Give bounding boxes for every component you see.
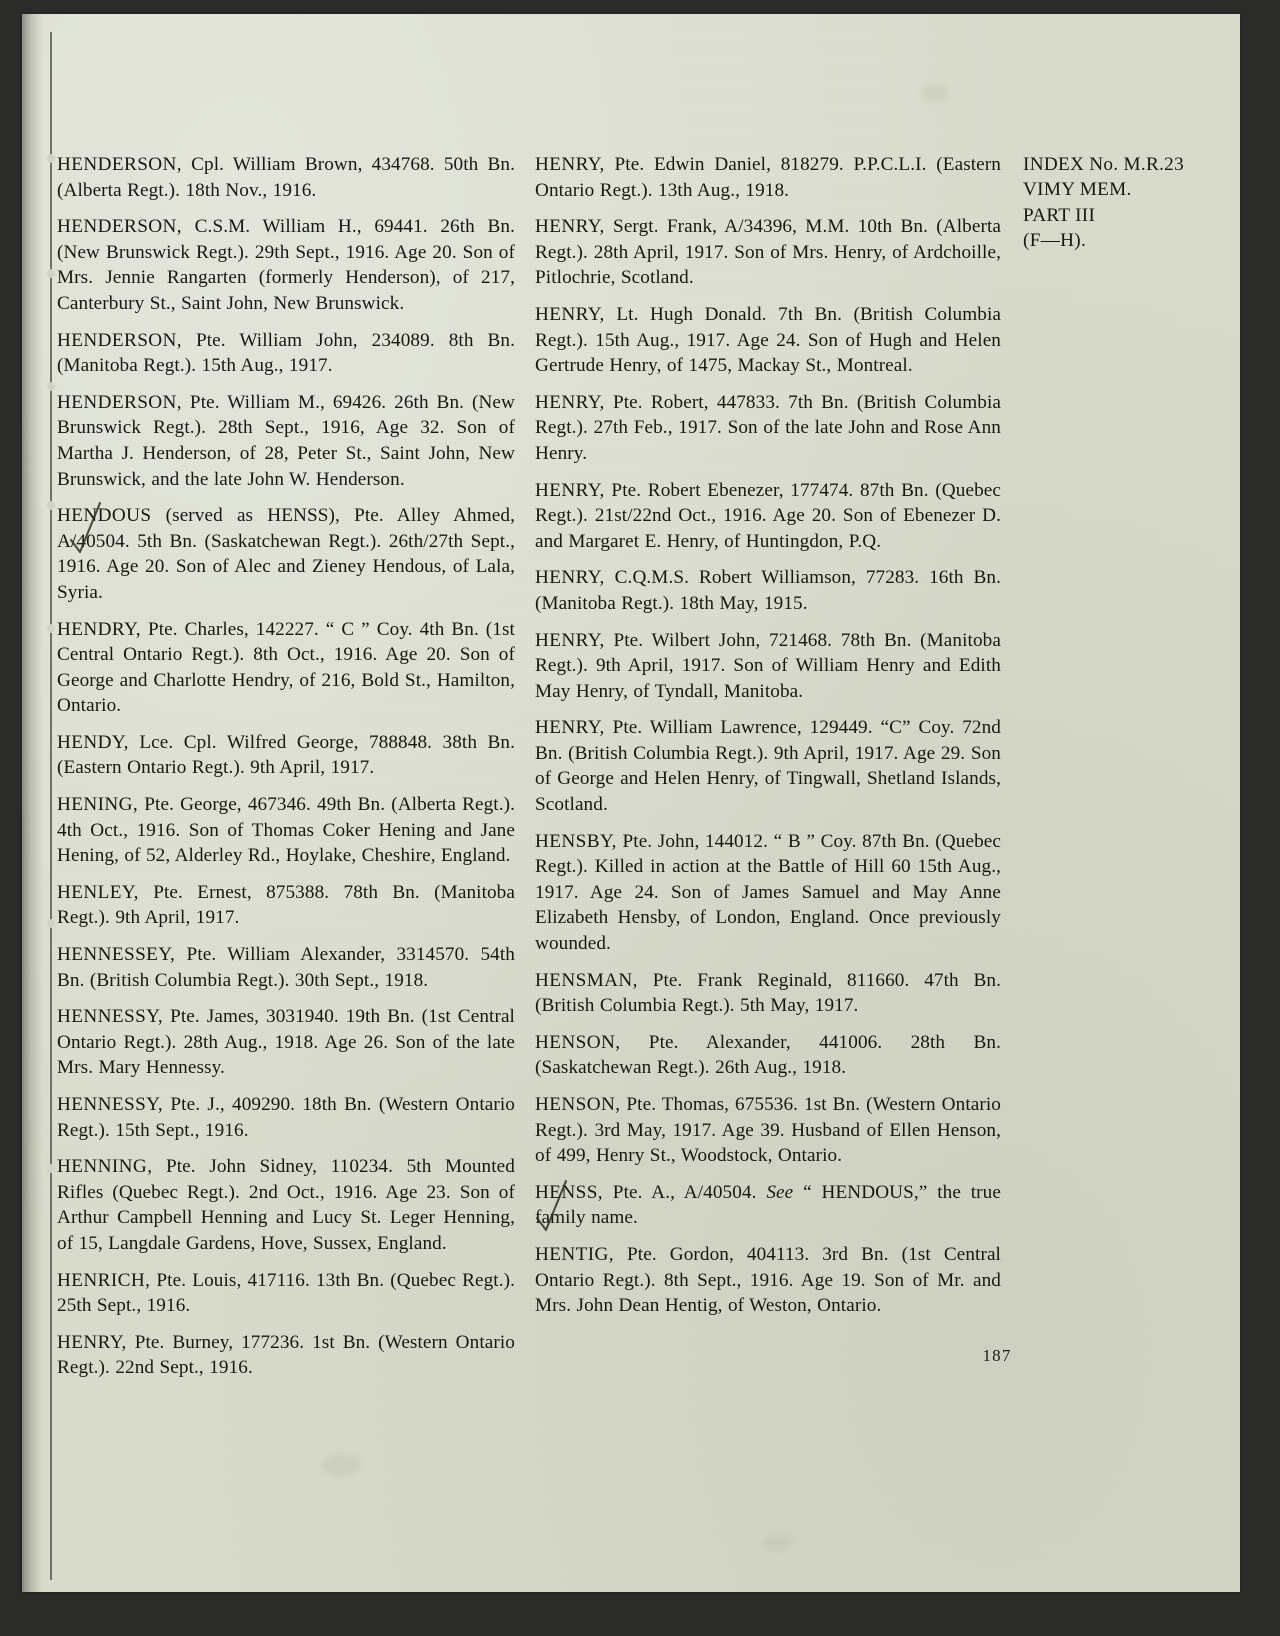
register-entry xyxy=(535,565,1001,616)
entry-detail: Pte. Burney, 177236. 1st Bn. (Western Ontario Regt.). 22nd Sept., 1916. xyxy=(57,1331,515,1379)
entry-detail: Sergt. Frank, A/34396, M.M. 10th Bn. (Alberta Regt.). 28th April, 1917. Son of Mrs. Henry, of Ardchoille, Pitlochrie, Scotland. xyxy=(535,216,1001,289)
entry-detail: Pte. James, 3031940. 19th Bn. (1st Central Ontario Regt.). 28th Aug., 1918. Age 26. Son of the late Mrs. Mary Hennessy. xyxy=(57,1006,515,1079)
binding-notch xyxy=(47,919,55,928)
register-entry xyxy=(535,1092,1001,1169)
paper-blemish xyxy=(922,84,948,102)
entry-cross-reference-see: See xyxy=(766,1181,794,1203)
paper-blemish xyxy=(762,1534,792,1550)
entry-surname: HENDERSON, xyxy=(57,329,182,351)
entry-detail: Pte. William M., 69426. 26th Bn. (New Brunswick Regt.). 28th Sept., 1916, Age 32. Son of Martha J. Henderson, of 28, Peter St., Saint John, New Brunswick, and the late John W. Henderson. xyxy=(57,391,515,490)
entry-detail: Pte. Charles, 142227. “ C ” Coy. 4th Bn. (1st Central Ontario Regt.). 8th Oct., 1916. Age 20. Son of George and Charlotte Hendry, of 216, Bold St., Hamilton, Ontario. xyxy=(57,618,515,717)
entry-surname: HENRY, xyxy=(535,567,605,589)
register-entry xyxy=(57,942,515,993)
binding-notch xyxy=(47,269,55,278)
register-entry xyxy=(57,792,515,869)
register-entry xyxy=(535,715,1001,817)
entry-surname: HENRY, xyxy=(535,391,605,413)
index-header xyxy=(1023,152,1233,254)
page-spine-line xyxy=(50,32,52,1580)
register-entry xyxy=(535,968,1001,1019)
register-entry xyxy=(535,829,1001,957)
entry-detail: Pte. Ernest, 875388. 78th Bn. (Manitoba Regt.). 9th April, 1917. xyxy=(57,881,515,929)
entry-surname: HENRY, xyxy=(535,216,605,238)
entry-detail: Pte. Wilbert John, 721468. 78th Bn. (Manitoba Regt.). 9th April, 1917. Son of William Henry and Edith May Henry, of Tyndall, Manitoba. xyxy=(535,629,1001,702)
entry-surname: HENSON, xyxy=(535,1094,621,1115)
entry-detail: C.Q.M.S. Robert Williamson, 77283. 16th Bn. (Manitoba Regt.). 18th May, 1915. xyxy=(535,567,1001,614)
entry-detail: Pte. William Lawrence, 129449. “C” Coy. 72nd Bn. (British Columbia Regt.). 9th April, 1917. Age 29. Son of George and Helen Henry, of Tingwall, Shetland Islands, Scotland. xyxy=(535,717,1001,816)
register-entry xyxy=(57,503,515,605)
entry-surname: HENSBY, xyxy=(535,830,617,852)
entry-detail: Pte. Robert Ebenezer, 177474. 87th Bn. (Quebec Regt.). 21st/22nd Oct., 1916. Age 20. Son of Ebenezer D. and Margaret E. Henry, of Huntingdon, P.Q. xyxy=(535,479,1001,552)
entry-detail: Pte. A., A/40504. xyxy=(602,1181,767,1203)
entry-detail: C.S.M. William H., 69441. 26th Bn. (New Brunswick Regt.). 29th Sept., 1916. Age 20. Son of Mrs. Jennie Rangarten (formerly Henderson), of 217, Canterbury St., Saint John, New Brunswick. xyxy=(57,216,515,314)
page-number: 187 xyxy=(982,1346,1012,1365)
entry-detail: Pte. John Sidney, 110234. 5th Mounted Rifles (Quebec Regt.). 2nd Oct., 1916. Age 23. Son of Arthur Campbell Henning and Lucy St. Leger Henning, of 15, Langdale Gardens, Hove, Sussex, England. xyxy=(57,1156,515,1254)
entry-surname: HENSS, xyxy=(535,1181,603,1203)
entry-surname: HENRY, xyxy=(535,154,605,175)
entry-detail: (served as HENSS), Pte. Alley Ahmed, A/40504. 5th Bn. (Saskatchewan Regt.). 26th/27th Sept., 1916. Age 20. Son of Alec and Zieney Hendous, of Lala, Syria. xyxy=(57,505,515,603)
entry-detail: Pte. Robert, 447833. 7th Bn. (British Columbia Regt.). 27th Feb., 1917. Son of the late John and Rose Ann Henry. xyxy=(535,391,1001,464)
register-entry xyxy=(535,152,1001,203)
entry-surname: HENDOUS xyxy=(57,505,152,527)
entry-detail: Pte. Alexander, 441006. 28th Bn. (Saskatchewan Regt.). 26th Aug., 1918. xyxy=(535,1031,1001,1079)
entry-detail: Pte. George, 467346. 49th Bn. (Alberta Regt.). 4th Oct., 1916. Son of Thomas Coker Hening and Jane Hening, of 52, Alderley Rd., Hoylake, Cheshire, England. xyxy=(57,794,515,867)
entry-surname: HENDY, xyxy=(57,731,129,753)
document-page xyxy=(22,14,1240,1592)
column-right xyxy=(535,152,1001,1319)
entry-detail-continued: “ HENDOUS,” the true family name. xyxy=(535,1181,1001,1229)
entry-surname: HENSMAN, xyxy=(535,969,638,991)
entry-detail: Pte. Thomas, 675536. 1st Bn. (Western Ontario Regt.). 3rd May, 1917. Age 39. Husband of Ellen Henson, of 499, Henry St., Woodstock, Ontario. xyxy=(535,1094,1001,1167)
register-entry xyxy=(57,617,515,719)
entry-surname: HENNING, xyxy=(57,1156,153,1178)
register-entry xyxy=(57,1092,515,1143)
entry-surname: HENRY, xyxy=(57,1331,127,1353)
register-entry xyxy=(535,390,1001,467)
entry-surname: HENLEY, xyxy=(57,881,139,903)
index-header-line-1: INDEX No. M.R.23 xyxy=(1023,154,1184,175)
binding-notch xyxy=(47,1164,55,1173)
register-entry xyxy=(57,1330,515,1381)
index-header-line-4: (F—H). xyxy=(1023,230,1087,252)
entry-surname: HENSON, xyxy=(535,1031,621,1053)
binding-notch xyxy=(47,501,55,510)
column-left xyxy=(57,152,515,1381)
binding-notch xyxy=(47,624,55,633)
register-entry xyxy=(57,730,515,781)
entry-surname: HENNESSY, xyxy=(57,1006,164,1028)
entry-detail: Pte. Edwin Daniel, 818279. P.P.C.L.I. (Eastern Ontario Regt.). 13th Aug., 1918. xyxy=(535,154,1001,201)
entry-detail: Lce. Cpl. Wilfred George, 788848. 38th Bn. (Eastern Ontario Regt.). 9th April, 1917. xyxy=(57,731,515,779)
entry-detail: Pte. John, 144012. “ B ” Coy. 87th Bn. (Quebec Regt.). Killed in action at the Battle of Hill 60 15th Aug., 1917. Age 24. Son of James Samuel and May Anne Elizabeth Hensby, of London, England. Once previously wounded. xyxy=(535,830,1001,955)
register-entry xyxy=(535,1242,1001,1319)
entry-surname: HENDERSON, xyxy=(57,154,182,175)
index-header-line-3: PART III xyxy=(1023,204,1096,226)
register-entry xyxy=(535,214,1001,291)
entry-surname: HENING, xyxy=(57,794,139,816)
entry-surname: HENNESSY, xyxy=(57,1094,164,1115)
register-entry xyxy=(535,1030,1001,1081)
register-entry xyxy=(57,390,515,492)
entry-surname: HENRY, xyxy=(535,717,605,739)
entry-surname: HENNESSEY, xyxy=(57,944,176,966)
register-entry xyxy=(57,880,515,931)
register-entry xyxy=(535,628,1001,705)
binding-notch xyxy=(47,382,55,391)
register-entry xyxy=(535,1180,1001,1231)
entry-surname: HENDRY, xyxy=(57,618,142,640)
entry-surname: HENRY, xyxy=(535,479,605,501)
entry-detail: Pte. Gordon, 404113. 3rd Bn. (1st Central Ontario Regt.). 8th Sept., 1916. Age 19. Son of Mr. and Mrs. John Dean Hentig, of Weston, Ontario. xyxy=(535,1243,1001,1317)
entry-surname: HENDERSON, xyxy=(57,216,182,238)
entry-surname: HENRY, xyxy=(535,303,605,325)
page-text-body xyxy=(57,152,1217,1392)
register-entry xyxy=(57,152,515,203)
entry-detail: Lt. Hugh Donald. 7th Bn. (British Columbia Regt.). 15th Aug., 1917. Age 24. Son of Hugh and Helen Gertrude Henry, of 1475, Mackay St., Montreal. xyxy=(535,303,1001,377)
entry-detail: Cpl. William Brown, 434768. 50th Bn. (Alberta Regt.). 18th Nov., 1916. xyxy=(57,154,515,201)
binding-notch xyxy=(47,154,55,163)
register-entry xyxy=(57,214,515,316)
register-entry xyxy=(535,302,1001,379)
register-entry xyxy=(57,1004,515,1081)
entry-surname: HENRICH, xyxy=(57,1269,151,1291)
register-entry xyxy=(57,1154,515,1256)
paper-blemish xyxy=(322,1454,362,1476)
entry-detail: Pte. William Alexander, 3314570. 54th Bn. (British Columbia Regt.). 30th Sept., 1918. xyxy=(57,944,515,991)
register-entry xyxy=(535,478,1001,555)
entry-detail: Pte. Louis, 417116. 13th Bn. (Quebec Regt.). 25th Sept., 1916. xyxy=(57,1269,515,1317)
entry-detail: Pte. J., 409290. 18th Bn. (Western Ontario Regt.). 15th Sept., 1916. xyxy=(57,1094,515,1141)
register-entry xyxy=(57,328,515,379)
entry-surname: HENRY, xyxy=(535,629,605,651)
entry-detail: Pte. Frank Reginald, 811660. 47th Bn. (British Columbia Regt.). 5th May, 1917. xyxy=(535,969,1001,1017)
index-header-line-2: VIMY MEM. xyxy=(1023,179,1132,201)
entry-surname: HENDERSON, xyxy=(57,391,182,413)
entry-surname: HENTIG, xyxy=(535,1243,614,1265)
entry-detail: Pte. William John, 234089. 8th Bn. (Manitoba Regt.). 15th Aug., 1917. xyxy=(57,329,515,377)
register-entry xyxy=(57,1268,515,1319)
